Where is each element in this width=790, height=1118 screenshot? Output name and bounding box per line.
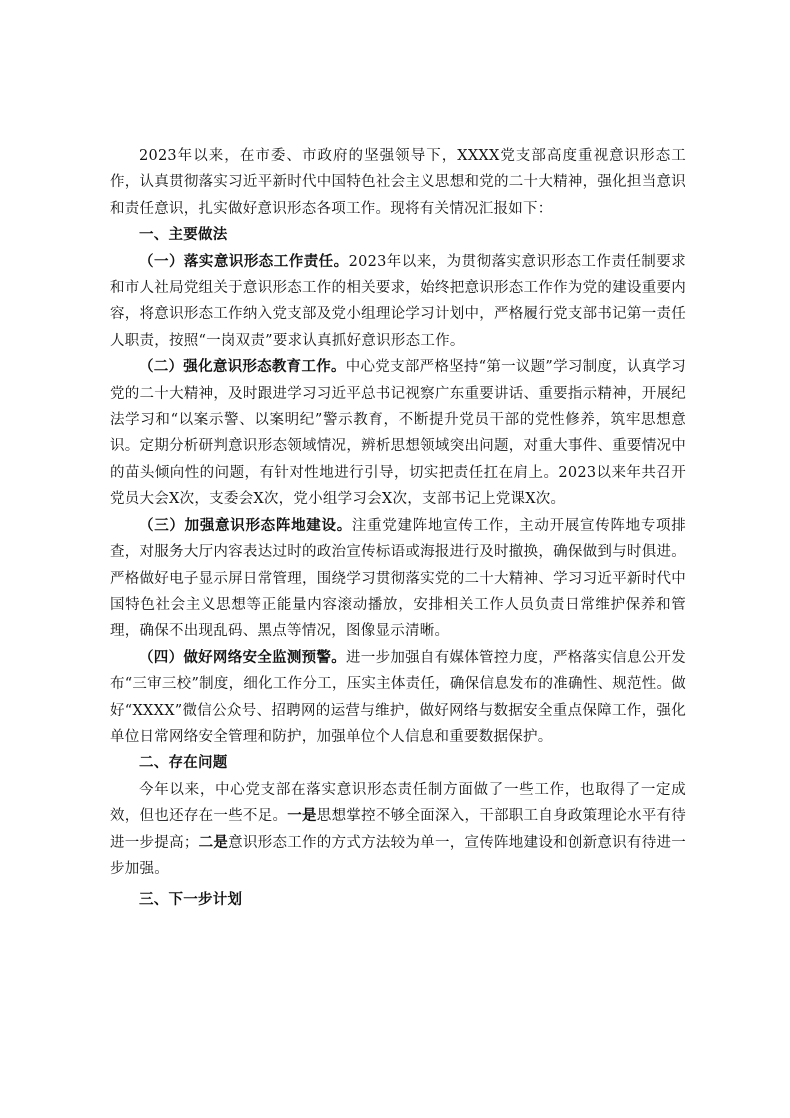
heading-problems: 二、存在问题 — [139, 754, 228, 772]
problems-keyword-1: 一是 — [287, 807, 317, 825]
section-1-lead: （一）落实意识形态工作责任。 — [139, 252, 349, 270]
problems-paragraph — [110, 777, 686, 883]
section-1-paragraph — [110, 249, 686, 355]
heading-next-steps: 三、下一步计划 — [139, 891, 243, 909]
problems-text-3: 意识形态工作的方式方法较为单一，宣传阵地建设和创新意识有待进一步加强。 — [110, 834, 687, 877]
section-1-body: 2023年以来，为贯彻落实意识形态工作责任制要求和市人社局党组关于意识形态工作的相关要求，始终把意识形态工作作为党的建设重要内容，将意识形态工作纳入党支部及党小组理论学习计划中，严格履行党支部书记第一责任人职责，按照“一岗双责”要求认真抓好意识形态工作。 — [110, 253, 687, 349]
section-3-paragraph — [110, 513, 686, 645]
section-3-lead: （三）加强意识形态阵地建设。 — [139, 516, 352, 534]
section-4-lead: （四）做好网络安全监测预警。 — [139, 648, 346, 666]
problems-keyword-2: 二是 — [198, 833, 229, 851]
section-2-body: 中心党支部严格坚持“第一议题”学习制度，认真学习党的二十大精神，及时跟进学习习近平总书记视察广东重要讲话、重要指示精神，开展纪法学习和“以案示警、以案明纪”警示教育，不断提升党员干部的党性修养，筑牢思想意识。定期分析研判意识形态领域情况，辨析思想领域突出问题，对重大事件、重要情况中的苗头倾向性的问题，有针对性地进行引导，切实把责任扛在肩上。2023以来年共召开党员大会X次，支委会X次，党小组学习会X次，支部书记上党课X次。 — [110, 359, 687, 508]
document-body — [110, 143, 686, 914]
section-4-paragraph — [110, 645, 686, 751]
intro-paragraph: 2023年以来，在市委、市政府的坚强领导下，XXXX党支部高度重视意识形态工作，认真贯彻落实习近平新时代中国特色社会主义思想和党的二十大精神，强化担当意识和责任意识，扎实做好意识形态各项工作。现将有关情况汇报如下： — [110, 148, 686, 217]
heading-main-practices: 一、主要做法 — [139, 226, 228, 244]
section-2-lead: （二）强化意识形态教育工作。 — [139, 358, 346, 376]
section-2-paragraph — [110, 354, 686, 512]
problems-text-1: 今年以来，中心党支部在落实意识形态责任制方面做了一些工作，也取得了一定成效，但也还存在一些不足。 — [110, 781, 686, 825]
section-4-body: 进一步加强自有媒体管控力度，严格落实信息公开发布“三审三校”制度，细化工作分工，压实主体责任，确保信息发布的准确性、规范性。做好“XXXX”微信公众号、招聘网的运营与维护，做好网络与数据安全重点保障工作，强化单位日常网络安全管理和防护，加强单位个人信息和重要数据保护。 — [110, 649, 687, 745]
section-3-body: 注重党建阵地宣传工作，主动开展宣传阵地专项排查，对服务大厅内容表达过时的政治宣传标语或海报进行及时撤换，确保做到与时俱进。严格做好电子显示屏日常管理，围绕学习贯彻落实党的二十大精神、学习习近平新时代中国特色社会主义思想等正能量内容滚动播放，安排相关工作人员负责日常维护保养和管理，确保不出现乱码、黑点等情况，图像显示清晰。 — [110, 517, 687, 640]
problems-text-2: 思想掌控不够全面深入，干部职工自身政策理论水平有待进一步提高； — [110, 808, 687, 851]
